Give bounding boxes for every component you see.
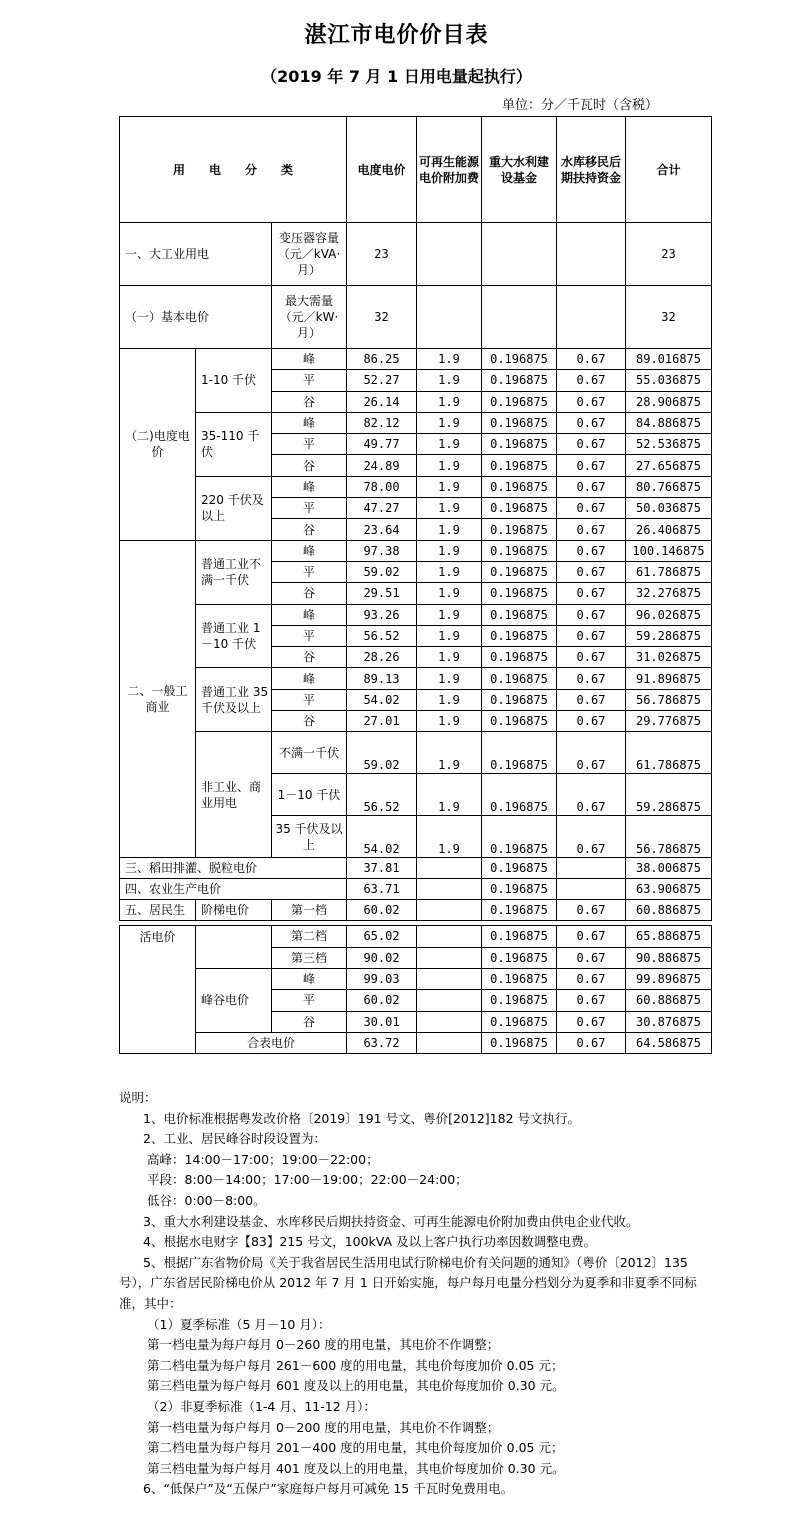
period-label: 35 千伏及以上 <box>272 816 347 858</box>
reservoir-cell: 0.67 <box>557 711 626 732</box>
total-cell: 55.036875 <box>626 370 712 391</box>
period-label: 平 <box>272 498 347 519</box>
reservoir-cell: 0.67 <box>557 926 626 947</box>
meter-label: 合表电价 <box>196 1032 347 1053</box>
total-cell: 38.006875 <box>626 858 712 879</box>
header-renewable: 可再生能源电价附加费 <box>417 117 482 223</box>
period-label: 峰 <box>272 476 347 497</box>
period-label: 平 <box>272 689 347 710</box>
page-title: 湛江市电价价目表 <box>304 23 489 48</box>
note-item: 4、根据水电财字【83】215 号文，100kVA 及以上客户执行功率因数调整电费。 <box>143 1234 597 1250</box>
price-cell: 86.25 <box>347 349 417 370</box>
water-cell: 0.196875 <box>482 689 557 710</box>
table-row <box>120 349 712 370</box>
note-detail: （2）非夏季标准（1-4 月、11-12 月）： <box>147 1398 376 1414</box>
price-cell: 60.02 <box>347 900 417 921</box>
water-cell: 0.196875 <box>482 879 557 900</box>
capacity-unit: 变压器容量（元／kVA·月） <box>272 223 347 286</box>
renewable-cell: 1.9 <box>417 519 482 540</box>
water-cell: 0.196875 <box>482 412 557 433</box>
period-label: 谷 <box>272 647 347 668</box>
table-row <box>120 879 712 900</box>
period-label: 第一档 <box>272 900 347 921</box>
price-cell: 60.02 <box>347 990 417 1011</box>
water-cell: 0.196875 <box>482 349 557 370</box>
reservoir-cell: 0.67 <box>557 561 626 582</box>
price-cell: 47.27 <box>347 498 417 519</box>
reservoir-cell: 0.67 <box>557 816 626 858</box>
total-cell: 64.586875 <box>626 1032 712 1053</box>
table-row <box>120 926 712 947</box>
header-price: 电度电价 <box>347 117 417 223</box>
renewable-cell: 1.9 <box>417 625 482 646</box>
water-cell: 0.196875 <box>482 604 557 625</box>
total-cell: 27.656875 <box>626 455 712 476</box>
note-item: 3、重大水利建设基金、水库移民后期扶持资金、可再生能源电价附加费由供电企业代收。 <box>143 1213 639 1229</box>
renewable-cell: 1.9 <box>417 816 482 858</box>
reservoir-cell: 0.67 <box>557 476 626 497</box>
price-cell: 93.26 <box>347 604 417 625</box>
total-cell: 59.286875 <box>626 774 712 816</box>
renewable-cell: 1.9 <box>417 561 482 582</box>
reservoir-cell: 0.67 <box>557 434 626 455</box>
water-cell: 0.196875 <box>482 926 557 947</box>
tou-label: 峰谷电价 <box>196 968 272 1032</box>
total-cell: 29.776875 <box>626 711 712 732</box>
header-reservoir-fund: 水库移民后期扶持资金 <box>557 117 626 223</box>
water-cell: 0.196875 <box>482 816 557 858</box>
price-cell: 78.00 <box>347 476 417 497</box>
demand-price: 32 <box>347 286 417 349</box>
demand-unit: 最大需量（元／kW·月） <box>272 286 347 349</box>
water-cell: 0.196875 <box>482 434 557 455</box>
voltage-label: 35-110 千伏 <box>196 412 272 476</box>
reservoir-cell: 0.67 <box>557 412 626 433</box>
renewable-cell: 1.9 <box>417 604 482 625</box>
table-row <box>120 476 712 497</box>
total-cell: 60.886875 <box>626 900 712 921</box>
renewable-cell: 1.9 <box>417 647 482 668</box>
price-cell: 23.64 <box>347 519 417 540</box>
table-row <box>120 286 712 349</box>
reservoir-cell: 0.67 <box>557 370 626 391</box>
renewable-cell: 1.9 <box>417 732 482 774</box>
note-detail: 第二档电量为每户每月 261－600 度的用电量，其电价每度加价 0.05 元； <box>147 1357 564 1373</box>
period-label: 平 <box>272 625 347 646</box>
irrigation-label: 三、稻田排灌、脱粒电价 <box>120 858 347 879</box>
reservoir-cell: 0.67 <box>557 455 626 476</box>
period-label: 峰 <box>272 349 347 370</box>
renewable-cell: 1.9 <box>417 774 482 816</box>
period-label: 第二档 <box>272 926 347 947</box>
voltage-label: 普通工业 1－10 千伏 <box>196 604 272 668</box>
total-cell: 89.016875 <box>626 349 712 370</box>
total-cell: 30.876875 <box>626 1011 712 1032</box>
renewable-cell: 1.9 <box>417 583 482 604</box>
total-cell: 90.886875 <box>626 947 712 968</box>
total-cell: 80.766875 <box>626 476 712 497</box>
water-cell: 0.196875 <box>482 519 557 540</box>
price-cell: 28.26 <box>347 647 417 668</box>
reservoir-cell: 0.67 <box>557 391 626 412</box>
total-cell: 96.026875 <box>626 604 712 625</box>
water-cell: 0.196875 <box>482 561 557 582</box>
notes-section <box>119 1088 699 1500</box>
price-cell: 59.02 <box>347 561 417 582</box>
notes-heading: 说明： <box>119 1090 157 1105</box>
total-cell: 52.536875 <box>626 434 712 455</box>
agriculture-label: 四、农业生产电价 <box>120 879 347 900</box>
note-detail: （1）夏季标准（5 月－10 月）： <box>147 1316 331 1332</box>
voltage-label: 普通工业不满一千伏 <box>196 540 272 604</box>
period-label: 谷 <box>272 391 347 412</box>
water-cell: 0.196875 <box>482 668 557 689</box>
total-cell: 56.786875 <box>626 689 712 710</box>
period-label: 峰 <box>272 412 347 433</box>
period-label: 谷 <box>272 583 347 604</box>
price-cell: 24.89 <box>347 455 417 476</box>
water-cell: 0.196875 <box>482 968 557 989</box>
reservoir-cell: 0.67 <box>557 1011 626 1032</box>
price-cell: 56.52 <box>347 774 417 816</box>
price-cell: 56.52 <box>347 625 417 646</box>
table-row <box>120 1032 712 1053</box>
price-cell: 65.02 <box>347 926 417 947</box>
renewable-cell: 1.9 <box>417 370 482 391</box>
renewable-cell: 1.9 <box>417 476 482 497</box>
note-detail: 第一档电量为每户每月 0－200 度的用电量，其电价不作调整； <box>147 1419 500 1435</box>
residential-label-top: 五、居民生 <box>120 900 196 921</box>
total-cell: 28.906875 <box>626 391 712 412</box>
reservoir-cell: 0.67 <box>557 625 626 646</box>
total-cell: 60.886875 <box>626 990 712 1011</box>
header-total: 合计 <box>626 117 712 223</box>
energy-price-label: （二)电度电价 <box>120 349 196 541</box>
total-cell: 61.786875 <box>626 732 712 774</box>
water-cell: 0.196875 <box>482 990 557 1011</box>
price-cell: 82.12 <box>347 412 417 433</box>
price-cell: 52.27 <box>347 370 417 391</box>
residential-label-bottom: 活电价 <box>120 926 196 1054</box>
period-label: 平 <box>272 990 347 1011</box>
total-cell: 100.146875 <box>626 540 712 561</box>
period-label: 谷 <box>272 455 347 476</box>
reservoir-cell: 0.67 <box>557 349 626 370</box>
table-row <box>120 900 712 921</box>
total-cell: 31.026875 <box>626 647 712 668</box>
renewable-cell: 1.9 <box>417 689 482 710</box>
price-cell: 54.02 <box>347 816 417 858</box>
note-detail: 第二档电量为每户每月 201－400 度的用电量，其电价每度加价 0.05 元； <box>147 1440 564 1456</box>
renewable-cell: 1.9 <box>417 391 482 412</box>
reservoir-cell: 0.67 <box>557 498 626 519</box>
price-cell: 27.01 <box>347 711 417 732</box>
reservoir-cell: 0.67 <box>557 583 626 604</box>
capacity-price: 23 <box>347 223 417 286</box>
note-detail: 第一档电量为每户每月 0－260 度的用电量，其电价不作调整； <box>147 1337 500 1353</box>
price-cell: 63.71 <box>347 879 417 900</box>
rate-table <box>119 116 712 1054</box>
note-item: 6、“低保户”及“五保户”家庭每户每月可减免 15 千瓦时免费用电。 <box>143 1481 514 1497</box>
water-cell: 0.196875 <box>482 370 557 391</box>
total-cell: 84.886875 <box>626 412 712 433</box>
page-subtitle: （2019 年 7 月 1 日用电量起执行） <box>261 67 532 86</box>
reservoir-cell: 0.67 <box>557 900 626 921</box>
total-cell: 91.896875 <box>626 668 712 689</box>
water-cell: 0.196875 <box>482 625 557 646</box>
total-cell: 26.406875 <box>626 519 712 540</box>
water-cell: 0.196875 <box>482 1032 557 1053</box>
period-label: 谷 <box>272 711 347 732</box>
water-cell: 0.196875 <box>482 540 557 561</box>
water-cell: 0.196875 <box>482 647 557 668</box>
voltage-label: 非工业、商业用电 <box>196 732 272 858</box>
period-label: 第三档 <box>272 947 347 968</box>
renewable-cell: 1.9 <box>417 498 482 519</box>
header-water-fund: 重大水利建设基金 <box>482 117 557 223</box>
water-cell: 0.196875 <box>482 476 557 497</box>
total-cell: 63.906875 <box>626 879 712 900</box>
reservoir-cell: 0.67 <box>557 519 626 540</box>
renewable-cell: 1.9 <box>417 540 482 561</box>
demand-total: 32 <box>626 286 712 349</box>
price-cell: 59.02 <box>347 732 417 774</box>
water-cell: 0.196875 <box>482 498 557 519</box>
water-cell: 0.196875 <box>482 1011 557 1032</box>
period-label: 峰 <box>272 604 347 625</box>
price-cell: 29.51 <box>347 583 417 604</box>
renewable-cell: 1.9 <box>417 711 482 732</box>
table-row <box>120 540 712 561</box>
period-label: 平 <box>272 434 347 455</box>
period-label: 峰 <box>272 540 347 561</box>
reservoir-cell: 0.67 <box>557 540 626 561</box>
note-detail: 高峰：14:00－17:00；19:00－22:00； <box>147 1151 379 1167</box>
voltage-label: 220 千伏及以上 <box>196 476 272 540</box>
total-cell: 61.786875 <box>626 561 712 582</box>
price-cell: 26.14 <box>347 391 417 412</box>
table-row <box>120 732 712 774</box>
price-cell: 63.72 <box>347 1032 417 1053</box>
header-category: 用 电 分 类 <box>120 117 347 223</box>
water-cell: 0.196875 <box>482 947 557 968</box>
period-label: 平 <box>272 561 347 582</box>
table-row <box>120 412 712 433</box>
reservoir-cell: 0.67 <box>557 947 626 968</box>
price-cell: 49.77 <box>347 434 417 455</box>
price-cell: 99.03 <box>347 968 417 989</box>
table-row <box>120 968 712 989</box>
demand-label: （一）基本电价 <box>120 286 272 349</box>
note-detail: 平段：8:00－14:00；17:00－19:00；22:00－24:00； <box>147 1172 468 1188</box>
capacity-total: 23 <box>626 223 712 286</box>
renewable-cell: 1.9 <box>417 455 482 476</box>
water-cell: 0.196875 <box>482 858 557 879</box>
note-item: 1、电价标准根据粤发改价格〔2019〕191 号文、粤价[2012]182 号文执行。 <box>143 1110 580 1126</box>
period-label: 谷 <box>272 1011 347 1032</box>
reservoir-cell: 0.67 <box>557 1032 626 1053</box>
total-cell: 99.896875 <box>626 968 712 989</box>
water-cell: 0.196875 <box>482 711 557 732</box>
table-row <box>120 223 712 286</box>
note-detail: 第三档电量为每户每月 401 度及以上的用电量，其电价每度加价 0.30 元。 <box>147 1460 565 1476</box>
reservoir-cell: 0.67 <box>557 990 626 1011</box>
period-label: 不满一千伏 <box>272 732 347 774</box>
table-row <box>120 668 712 689</box>
total-cell: 56.786875 <box>626 816 712 858</box>
renewable-cell: 1.9 <box>417 412 482 433</box>
water-cell: 0.196875 <box>482 900 557 921</box>
water-cell: 0.196875 <box>482 774 557 816</box>
reservoir-cell: 0.67 <box>557 604 626 625</box>
price-cell: 90.02 <box>347 947 417 968</box>
total-cell: 32.276875 <box>626 583 712 604</box>
period-label: 峰 <box>272 968 347 989</box>
table-row <box>120 604 712 625</box>
period-label: 谷 <box>272 519 347 540</box>
water-cell: 0.196875 <box>482 391 557 412</box>
header-row <box>120 117 712 223</box>
price-cell: 54.02 <box>347 689 417 710</box>
renewable-cell: 1.9 <box>417 668 482 689</box>
big-industry-label: 一、大工业用电 <box>120 223 272 286</box>
reservoir-cell: 0.67 <box>557 689 626 710</box>
voltage-label: 普通工业 35 千伏及以上 <box>196 668 272 732</box>
total-cell: 50.036875 <box>626 498 712 519</box>
tier-label: 阶梯电价 <box>196 900 272 921</box>
water-cell: 0.196875 <box>482 583 557 604</box>
renewable-cell: 1.9 <box>417 349 482 370</box>
reservoir-cell: 0.67 <box>557 668 626 689</box>
total-cell: 65.886875 <box>626 926 712 947</box>
period-label: 1－10 千伏 <box>272 774 347 816</box>
price-cell: 30.01 <box>347 1011 417 1032</box>
reservoir-cell: 0.67 <box>557 647 626 668</box>
note-item: 2、工业、居民峰谷时段设置为： <box>143 1131 326 1147</box>
reservoir-cell: 0.67 <box>557 732 626 774</box>
renewable-cell: 1.9 <box>417 434 482 455</box>
voltage-label: 1-10 千伏 <box>196 349 272 413</box>
note-detail: 第三档电量为每户每月 601 度及以上的用电量，其电价每度加价 0.30 元。 <box>147 1378 565 1394</box>
price-cell: 37.81 <box>347 858 417 879</box>
note-item: 5、根据广东省物价局《关于我省居民生活用电试行阶梯电价有关问题的通知》（粤价〔2012〕135 号），广东省居民阶梯电价从 2012 年 7 月 1 日开始实施，每户每月电量分档划分为夏季和非夏季不同标准，其中： <box>119 1254 697 1311</box>
note-detail: 低谷：0:00－8:00。 <box>147 1192 266 1208</box>
price-cell: 97.38 <box>347 540 417 561</box>
reservoir-cell: 0.67 <box>557 774 626 816</box>
period-label: 峰 <box>272 668 347 689</box>
table-row <box>120 858 712 879</box>
price-cell: 89.13 <box>347 668 417 689</box>
total-cell: 59.286875 <box>626 625 712 646</box>
water-cell: 0.196875 <box>482 732 557 774</box>
water-cell: 0.196875 <box>482 455 557 476</box>
period-label: 平 <box>272 370 347 391</box>
general-label: 二、一般工商业 <box>120 540 196 858</box>
reservoir-cell: 0.67 <box>557 968 626 989</box>
unit-label: 单位：分／千瓦时（含税） <box>501 98 658 113</box>
